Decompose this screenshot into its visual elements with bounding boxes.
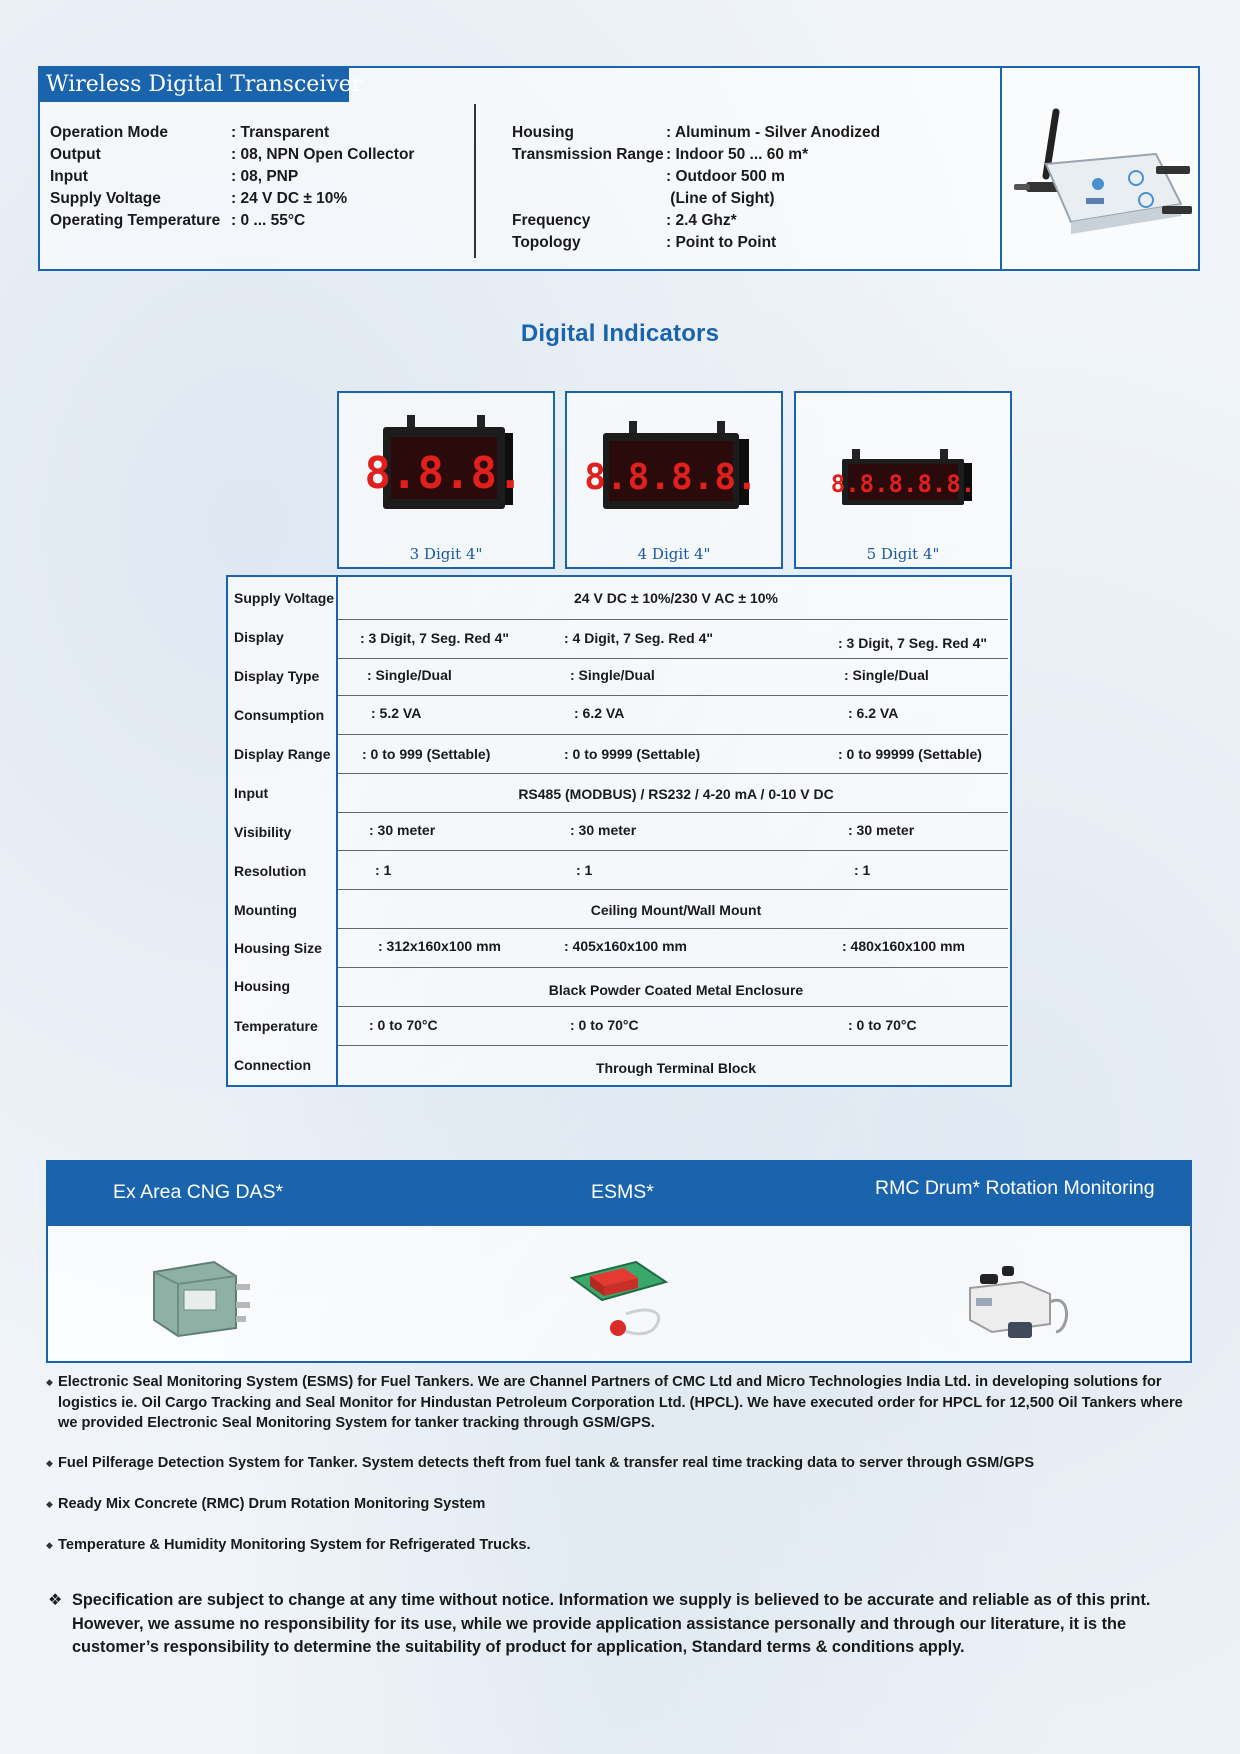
row-label: Display Type (234, 668, 320, 684)
bullet-icon: ◆ (46, 1540, 53, 1550)
row-divider (338, 967, 1008, 968)
row-value-common: Ceiling Mount/Wall Mount (590, 902, 762, 918)
row-value: : 3 Digit, 7 Seg. Red 4" (360, 630, 510, 646)
row-divider (338, 658, 1008, 659)
led-digits: 8.8.8.8. (584, 457, 758, 498)
rmc-drum-sensor-image (962, 1252, 1072, 1348)
spec-row (50, 210, 414, 232)
transceiver-panel (38, 66, 1200, 271)
transceiver-title: Wireless Digital Transceiver (40, 68, 349, 102)
row-divider (338, 734, 1008, 735)
row-value-common: Through Terminal Block (596, 1060, 756, 1076)
spec-row (50, 166, 414, 188)
row-divider (338, 619, 1008, 620)
row-divider (338, 928, 1008, 929)
row-value: : Single/Dual (367, 667, 452, 683)
transceiver-specs-right (512, 122, 880, 254)
product-card-3-digit (337, 391, 555, 569)
row-label: Housing Size (234, 940, 322, 956)
list-item (46, 1372, 1196, 1434)
row-value: : 4 Digit, 7 Seg. Red 4" (564, 630, 714, 646)
row-divider (338, 889, 1008, 890)
solutions-images (46, 1226, 1192, 1363)
spec-label: Housing (512, 124, 574, 141)
spec-row (512, 122, 880, 144)
spec-label (512, 188, 666, 210)
row-value: : 1 (576, 862, 593, 878)
spec-value: : Outdoor 500 m (666, 168, 785, 185)
row-value: : 0 to 70°C (848, 1017, 917, 1033)
indicator-spec-table (226, 575, 1012, 1087)
transceiver-specs-left (50, 122, 414, 232)
solution-label-esms: ESMS* (591, 1181, 654, 1203)
solutions-header (46, 1160, 1192, 1226)
spec-label: Topology (512, 234, 581, 251)
bullet-text: Fuel Pilferage Detection System for Tanker. System detects theft from fuel tank & transfer real time tracking data to server through GSM/GPS (58, 1455, 1035, 1471)
cng-das-enclosure-image (144, 1254, 254, 1340)
bullet-text: Ready Mix Concrete (RMC) Drum Rotation Monitoring System (58, 1496, 486, 1512)
row-value: : 0 to 999 (Settable) (362, 746, 491, 762)
led-display-3-digit-image (339, 393, 553, 543)
row-value: : 6.2 VA (574, 705, 625, 721)
row-label: Visibility (234, 824, 292, 840)
row-value-common: Black Powder Coated Metal Enclosure (548, 982, 804, 998)
spec-value: (Line of Sight) (666, 190, 775, 207)
spec-label: Frequency (512, 212, 591, 229)
row-label: Consumption (234, 707, 325, 723)
spec-value: : Aluminum - Silver Anodized (666, 124, 881, 141)
bullet-text: Temperature & Humidity Monitoring System for Refrigerated Trucks. (58, 1537, 531, 1553)
led-digits: 8.8.8. (364, 448, 524, 499)
spec-label: Operation Mode (50, 124, 168, 141)
row-value: : 30 meter (369, 822, 436, 838)
section-title: Digital Indicators (520, 320, 720, 347)
disclaimer (48, 1589, 1198, 1660)
bullet-icon: ◆ (46, 1458, 53, 1468)
spec-row (50, 144, 414, 166)
esms-module-image (566, 1248, 676, 1348)
row-divider (338, 1045, 1008, 1046)
led-digits: 8.8.8.8.8. (830, 470, 976, 498)
row-value: : Single/Dual (570, 667, 655, 683)
row-value: : 1 (375, 862, 392, 878)
row-value: : Single/Dual (844, 667, 929, 683)
led-display-4-digit-image (567, 393, 781, 543)
product-caption: 4 Digit 4" (637, 545, 711, 563)
spec-value: : 08, NPN Open Collector (231, 146, 415, 163)
bullet-icon: ◆ (46, 1499, 53, 1509)
transceiver-device-image (1006, 104, 1196, 254)
row-value-common: 24 V DC ± 10%/230 V AC ± 10% (574, 590, 778, 606)
row-label: Supply Voltage (234, 590, 335, 606)
row-label: Resolution (234, 863, 307, 879)
bullet-icon: ◆ (46, 1377, 53, 1387)
spec-label: Supply Voltage (50, 190, 161, 207)
row-value: : 1 (854, 862, 871, 878)
row-value: : 0 to 70°C (369, 1017, 438, 1033)
product-caption: 5 Digit 4" (866, 545, 940, 563)
spec-label (512, 166, 666, 188)
row-label: Housing (234, 978, 290, 994)
row-label: Mounting (234, 902, 297, 918)
spec-value: : 08, PNP (231, 168, 299, 185)
spec-label: Operating Temperature (50, 212, 221, 229)
solution-label-rmc-drum: RMC Drum* Rotation Monitoring (875, 1177, 1155, 1199)
diamond-bullet-icon: ❖ (48, 1592, 63, 1609)
product-card-4-digit (565, 391, 783, 569)
spec-value: : 2.4 Ghz* (666, 212, 737, 229)
row-value: : 30 meter (848, 822, 915, 838)
row-value-common: RS485 (MODBUS) / RS232 / 4-20 mA / 0-10 V DC (518, 786, 834, 802)
spec-value: : Point to Point (666, 234, 777, 251)
spec-value: : 0 ... 55°C (231, 212, 306, 229)
bullet-text: Electronic Seal Monitoring System (ESMS) for Fuel Tankers. We are Channel Partners of CMC Ltd and Micro Technologies India Ltd. in developing solutions for logistics ie. Oil Cargo Tracking and Seal Monitor for Hindustan Petroleum Corporation Ltd. (HPCL). We have executed order for HPCL for 12,500 Oil Tankers where we provided Electronic Seal Monitoring System for tanker tracking through GSM/GPS. (58, 1374, 1183, 1431)
list-item (46, 1494, 1196, 1515)
list-item (46, 1453, 1196, 1474)
spec-row (512, 232, 880, 254)
spec-row (512, 144, 880, 166)
row-value: : 3 Digit, 7 Seg. Red 4" (838, 635, 988, 651)
row-divider (338, 1006, 1008, 1007)
row-label: Display (234, 629, 284, 645)
row-divider (338, 773, 1008, 774)
row-divider (338, 850, 1008, 851)
spec-row (50, 122, 414, 144)
row-label: Display Range (234, 746, 331, 762)
spec-row (512, 210, 880, 232)
row-value: : 30 meter (570, 822, 637, 838)
spec-row (50, 188, 414, 210)
spec-value: : Indoor 50 ... 60 m* (666, 146, 809, 163)
row-label: Input (234, 785, 269, 801)
spec-label: Output (50, 146, 101, 163)
disclaimer-text: Specification are subject to change at any time without notice. Information we supply is believed to be accurate and reliable as of this print. However, we assume no responsibility for its use, while we provide application assistance personally and through our literature, it is the customer’s responsibility to determine the suitability of product for application, Standard terms & conditions apply. (72, 1591, 1151, 1656)
spec-label: Input (50, 168, 88, 185)
row-value: : 405x160x100 mm (564, 938, 687, 954)
row-divider (338, 812, 1008, 813)
led-display-5-digit-image (796, 393, 1010, 543)
row-value: : 0 to 99999 (Settable) (838, 746, 982, 762)
row-label: Temperature (234, 1018, 318, 1034)
row-value: : 480x160x100 mm (842, 938, 965, 954)
spec-value: : Transparent (231, 124, 330, 141)
row-value: : 0 to 9999 (Settable) (564, 746, 701, 762)
row-value: : 312x160x100 mm (378, 938, 501, 954)
divider (474, 104, 476, 258)
row-divider (338, 695, 1008, 696)
solution-label-cng-das: Ex Area CNG DAS* (113, 1181, 284, 1203)
spec-label: Transmission Range (512, 146, 664, 163)
row-value: : 0 to 70°C (570, 1017, 639, 1033)
spec-value: : 24 V DC ± 10% (231, 190, 348, 207)
image-divider (1000, 66, 1002, 271)
table-column-divider (336, 577, 338, 1085)
spec-row (512, 166, 880, 188)
row-label: Connection (234, 1057, 311, 1073)
product-caption: 3 Digit 4" (409, 545, 483, 563)
row-value: : 6.2 VA (848, 705, 899, 721)
product-card-5-digit (794, 391, 1012, 569)
spec-row (512, 188, 880, 210)
list-item (46, 1535, 1196, 1556)
row-value: : 5.2 VA (371, 705, 422, 721)
